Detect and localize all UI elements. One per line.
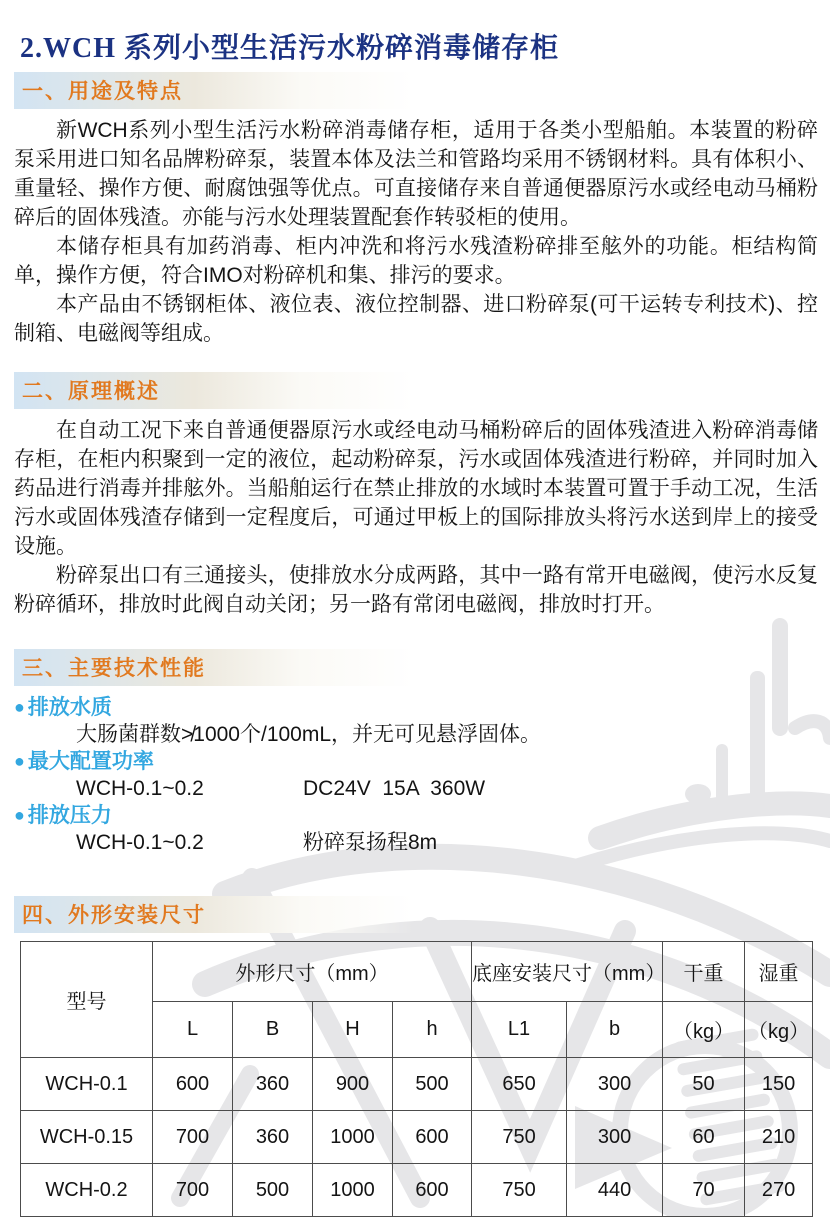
table-cell: 900	[313, 1058, 393, 1111]
section-heading-principle: 二、原理概述	[14, 372, 414, 409]
section-specs-body	[14, 694, 818, 856]
bullet-icon: ●	[14, 805, 25, 825]
col-subheader-h: h	[393, 1002, 472, 1058]
spec-label-discharge-quality	[14, 694, 818, 721]
spec-detail-discharge-quality: 大肠菌群数≯1000个/100mL，并无可见悬浮固体。	[76, 723, 542, 746]
table-cell: 360	[233, 1111, 313, 1164]
col-subheader-B: B	[233, 1002, 313, 1058]
table-cell: 750	[472, 1111, 567, 1164]
section-heading-dimensions: 四、外形安装尺寸	[14, 896, 414, 933]
table-cell: 150	[745, 1058, 813, 1111]
spec-value: 粉碎泵扬程8m	[303, 831, 438, 854]
table-row	[21, 1164, 813, 1217]
table-cell-model: WCH-0.1	[21, 1058, 153, 1111]
table-cell: 700	[153, 1111, 233, 1164]
paragraph: 新WCH系列小型生活污水粉碎消毒储存柜，适用于各类小型船舶。本装置的粉碎泵采用进口知名品牌粉碎泵，装置本体及法兰和管路均采用不锈钢材料。具有体积小、重量轻、操作方便、耐腐蚀强等优点。可直接储存来自普通便器原污水或经电动马桶粉碎后的固体残渣。亦能与污水处理装置配套作转驳柜的使用。	[14, 119, 818, 229]
col-subheader-dry-kg: （kg）	[663, 1002, 745, 1058]
spec-row-discharge-pressure	[14, 829, 818, 856]
spec-label-max-power	[14, 748, 818, 775]
col-header-dry-weight: 干重	[663, 942, 745, 1002]
table-cell: 600	[153, 1058, 233, 1111]
spec-label-text: 排放压力	[27, 804, 112, 827]
col-subheader-L: L	[153, 1002, 233, 1058]
table-cell-model: WCH-0.15	[21, 1111, 153, 1164]
table-cell: 500	[233, 1164, 313, 1217]
spec-label-discharge-pressure	[14, 802, 818, 829]
page-title: 2.WCH 系列小型生活污水粉碎消毒储存柜	[20, 33, 560, 64]
col-subheader-L1: L1	[472, 1002, 567, 1058]
col-subheader-b: b	[567, 1002, 663, 1058]
table-cell: 270	[745, 1164, 813, 1217]
table-cell: 600	[393, 1111, 472, 1164]
table-cell: 210	[745, 1111, 813, 1164]
table-cell: 440	[567, 1164, 663, 1217]
spec-label-text: 排放水质	[27, 696, 112, 719]
section-principle-body	[14, 416, 818, 619]
paragraph: 粉碎泵出口有三通接头，使排放水分成两路，其中一路有常开电磁阀，使污水反复粉碎循环，排放时此阀自动关闭；另一路有常闭电磁阀，排放时打开。	[14, 564, 818, 616]
dimensions-table	[20, 941, 813, 1217]
section-usage-body	[14, 116, 818, 348]
table-cell: 1000	[313, 1111, 393, 1164]
bullet-icon: ●	[14, 697, 25, 717]
table-cell: 1000	[313, 1164, 393, 1217]
table-cell: 700	[153, 1164, 233, 1217]
table-cell-model: WCH-0.2	[21, 1164, 153, 1217]
table-cell: 70	[663, 1164, 745, 1217]
col-header-wet-weight: 湿重	[745, 942, 813, 1002]
table-cell: 750	[472, 1164, 567, 1217]
spec-model-range: WCH-0.1~0.2	[76, 777, 204, 800]
spec-row-max-power	[14, 775, 818, 802]
table-row	[21, 1058, 813, 1111]
table-cell: 300	[567, 1058, 663, 1111]
bullet-icon: ●	[14, 751, 25, 771]
table-cell: 500	[393, 1058, 472, 1111]
col-header-outline-dims: 外形尺寸（mm）	[153, 942, 472, 1002]
table-cell: 600	[393, 1164, 472, 1217]
col-header-base-dims: 底座安装尺寸（mm）	[472, 942, 663, 1002]
col-header-model: 型号	[21, 942, 153, 1058]
table-header-row-1	[21, 942, 813, 1002]
col-subheader-H: H	[313, 1002, 393, 1058]
paragraph: 本储存柜具有加药消毒、柜内冲洗和将污水残渣粉碎排至舷外的功能。柜结构简单，操作方便，符合IMO对粉碎机和集、排污的要求。	[14, 235, 818, 287]
spec-model-range: WCH-0.1~0.2	[76, 831, 204, 854]
document-content	[0, 26, 830, 1217]
spec-label-text: 最大配置功率	[27, 750, 154, 773]
spec-value: DC24V 15A 360W	[303, 777, 486, 800]
table-cell: 60	[663, 1111, 745, 1164]
table-cell: 300	[567, 1111, 663, 1164]
paragraph: 在自动工况下来自普通便器原污水或经电动马桶粉碎后的固体残渣进入粉碎消毒储存柜，在柜内积聚到一定的液位，起动粉碎泵，污水或固体残渣进行粉碎，并同时加入药品进行消毒并排舷外。当船舶运行在禁止排放的水域时本装置可置于手动工况，生活污水或固体残渣存储到一定程度后，可通过甲板上的国际排放头将污水送到岸上的接受设施。	[14, 419, 818, 558]
col-subheader-wet-kg: （kg）	[745, 1002, 813, 1058]
table-cell: 650	[472, 1058, 567, 1111]
section-heading-specs: 三、主要技术性能	[14, 649, 414, 686]
table-cell: 360	[233, 1058, 313, 1111]
paragraph: 本产品由不锈钢柜体、液位表、液位控制器、进口粉碎泵(可干运转专利技术)、控制箱、电磁阀等组成。	[14, 293, 818, 345]
table-row	[21, 1111, 813, 1164]
table-cell: 50	[663, 1058, 745, 1111]
document-page	[0, 26, 830, 1201]
section-heading-usage: 一、用途及特点	[14, 72, 414, 109]
